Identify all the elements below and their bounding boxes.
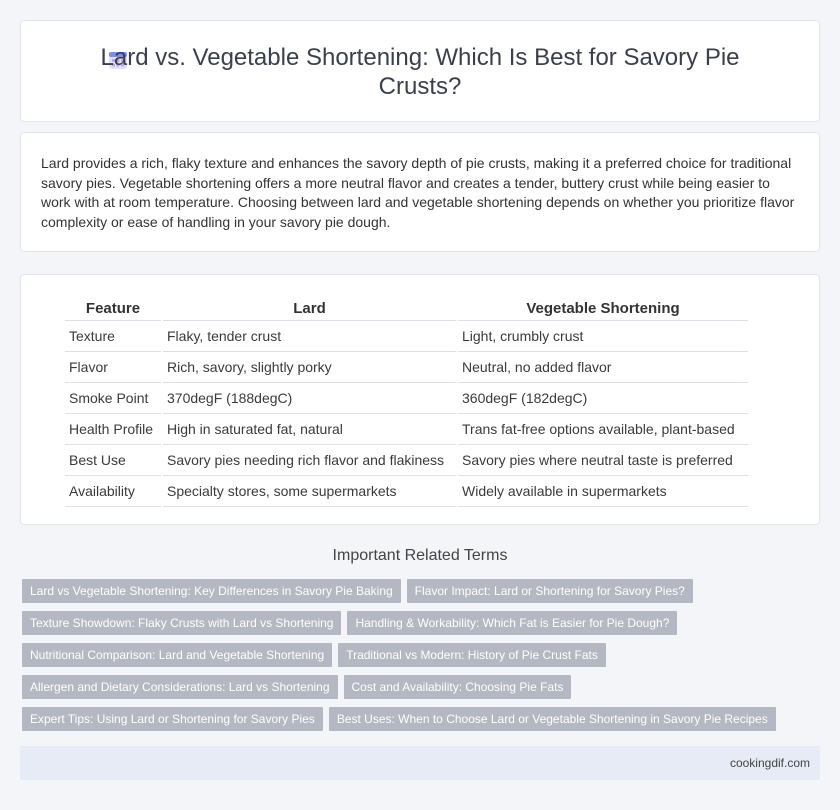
table-cell: Specialty stores, some supermarkets [163,476,456,507]
related-term-link[interactable]: Cost and Availability: Choosing Pie Fats [344,675,572,699]
table-cell: Flavor [65,352,161,383]
table-row [65,445,748,476]
page-title: Lard vs. Vegetable Shortening: Which Is Best for Savory Pie Crusts? [100,44,740,100]
table-cell: High in saturated fat, natural [163,414,456,445]
header-feature: Feature [65,297,161,321]
table-cell: Flaky, tender crust [163,321,456,352]
table-cell: Smoke Point [65,383,161,414]
related-term-link[interactable]: Handling & Workability: Which Fat is Easier for Pie Dough? [347,611,677,635]
related-terms-list [22,579,802,739]
table-cell: Widely available in supermarkets [458,476,748,507]
related-term-link[interactable]: Allergen and Dietary Considerations: Lard vs Shortening [22,675,338,699]
intro-paragraph: Lard provides a rich, flaky texture and enhances the savory depth of pie crusts, making it a preferred choice for traditional savory pies. Vegetable shortening offers a more neutral flavor and creates a tender, buttery crust while being easier to work with at room temperature. Choosing between lard and vegetable shortening depends on whether you prioritize flavor complexity or ease of handling in your savory pie dough. [41,155,795,230]
related-term-link[interactable]: Best Uses: When to Choose Lard or Vegetable Shortening in Savory Pie Recipes [329,707,776,731]
table-cell: 360degF (182degC) [458,383,748,414]
related-term-link[interactable]: Traditional vs Modern: History of Pie Crust Fats [338,643,606,667]
related-terms-heading: Important Related Terms [332,547,508,564]
table-cell: Rich, savory, slightly porky [163,352,456,383]
table-cell: Trans fat-free options available, plant-based [458,414,748,445]
table-cell: Texture [65,321,161,352]
table-cell: Savory pies needing rich flavor and flakiness [163,445,456,476]
header-vegetable-shortening: Vegetable Shortening [458,297,748,321]
table-row [65,476,748,507]
comparison-card [20,274,820,525]
table-cell: Light, crumbly crust [458,321,748,352]
footer [20,746,820,780]
footer-site-link[interactable]: cookingdif.com [729,756,810,770]
table-row [65,352,748,383]
table-row [65,383,748,414]
related-term-link[interactable]: Lard vs Vegetable Shortening: Key Differences in Savory Pie Baking [22,579,401,603]
related-term-link[interactable]: Nutritional Comparison: Lard and Vegetable Shortening [22,643,332,667]
header-lard: Lard [163,297,456,321]
table-cell: Neutral, no added flavor [458,352,748,383]
table-cell: Savory pies where neutral taste is preferred [458,445,748,476]
table-cell: Availability [65,476,161,507]
table-row [65,414,748,445]
table-cell: 370degF (188degC) [163,383,456,414]
intro-card [20,132,820,252]
table-cell: Best Use [65,445,161,476]
comparison-table [63,297,750,507]
title-card [20,20,820,122]
related-term-link[interactable]: Expert Tips: Using Lard or Shortening for Savory Pies [22,707,323,731]
table-header-row [65,297,748,321]
table-cell: Health Profile [65,414,161,445]
related-term-link[interactable]: Flavor Impact: Lard or Shortening for Savory Pies? [407,579,693,603]
related-term-link[interactable]: Texture Showdown: Flaky Crusts with Lard vs Shortening [22,611,341,635]
table-row [65,321,748,352]
